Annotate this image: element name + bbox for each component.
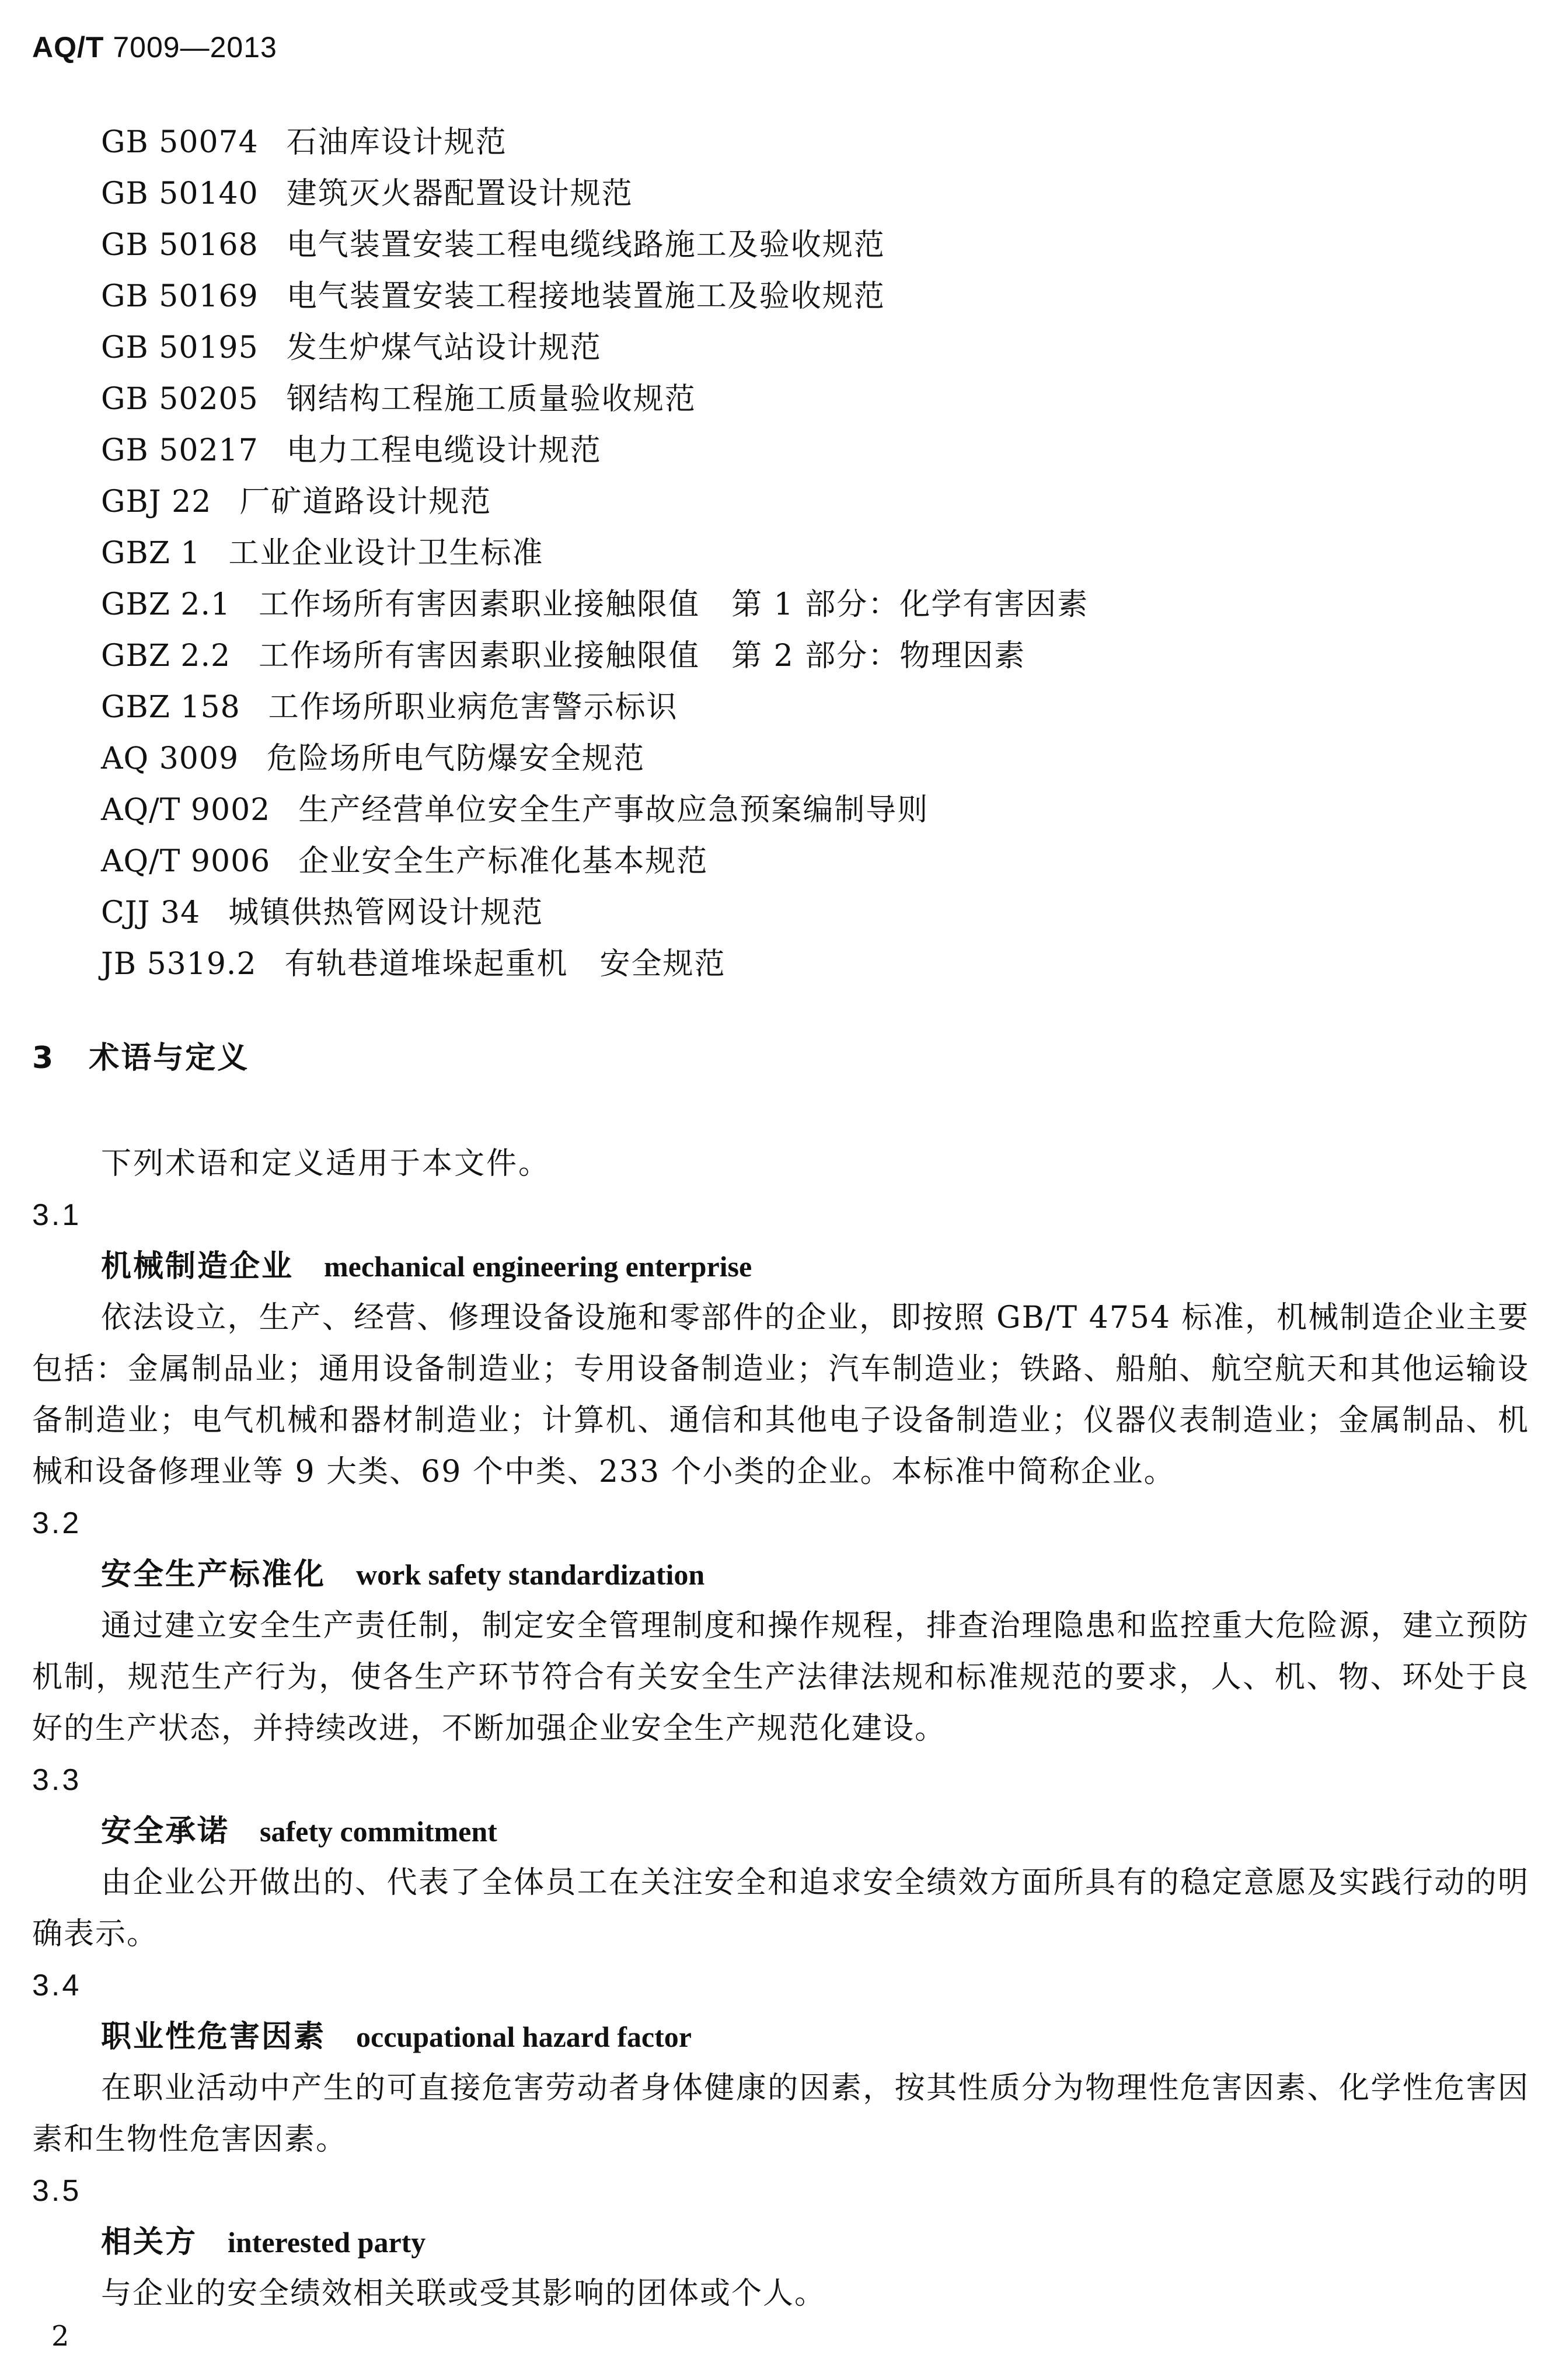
reference-item	[101, 219, 1089, 271]
term-en: occupational hazard factor	[356, 2020, 692, 2053]
reference-code: GB 50140	[101, 176, 259, 211]
reference-item	[101, 117, 1089, 168]
standard-number: 7009—2013	[113, 31, 277, 64]
clause-number: 3.4	[32, 1969, 82, 2002]
reference-item	[101, 682, 1089, 733]
reference-code: GB 50168	[101, 228, 259, 263]
reference-title: 发生炉煤气站设计规范	[286, 330, 602, 365]
reference-title: 工作场所有害因素职业接触限值 第 2 部分：物理因素	[259, 638, 1026, 673]
term-en: interested party	[228, 2226, 426, 2259]
reference-title: 建筑灭火器配置设计规范	[286, 176, 633, 211]
reference-title: 有轨巷道堆垛起重机 安全规范	[284, 947, 726, 982]
term-zh: 相关方	[101, 2225, 198, 2260]
reference-item	[101, 579, 1089, 630]
term-heading	[101, 2011, 1529, 2063]
section-number: 3	[32, 1041, 55, 1076]
reference-code: GB 50195	[101, 330, 259, 365]
standard-header	[32, 30, 277, 64]
reference-title: 电力工程电缆设计规范	[286, 433, 602, 468]
normative-references-list	[101, 117, 1089, 990]
page-number: 2	[51, 2320, 69, 2353]
terms-and-definitions	[32, 1138, 1529, 2319]
reference-item	[101, 836, 1089, 887]
reference-code: GBZ 158	[101, 690, 240, 725]
reference-code: AQ 3009	[101, 741, 239, 776]
reference-code: GBZ 2.2	[101, 638, 231, 673]
term-zh: 安全承诺	[101, 1814, 230, 1849]
reference-item	[101, 887, 1089, 938]
term-definition: 依法设立，生产、经营、修理设备设施和零部件的企业，即按照 GB/T 4754 标准，机械制造企业主要包括：金属制品业；通用设备制造业；专用设备制造业；汽车制造业；铁路、船舶、航空航天和其他运输设备制造业；电气机械和器材制造业；计算机、通信和其他电子设备制造业；仪器仪表制造业；金属制品、机械和设备修理业等 9 大类、69 个中类、233 个小类的企业。本标准中简称企业。	[32, 1300, 1529, 1489]
reference-code: GB 50074	[101, 125, 259, 160]
term-heading	[101, 1241, 1529, 1292]
reference-item	[101, 528, 1089, 579]
reference-title: 石油库设计规范	[286, 125, 507, 160]
reference-item	[101, 630, 1089, 682]
reference-code: GB 50205	[101, 382, 259, 417]
term-definition: 由企业公开做出的、代表了全体员工在关注安全和追求安全绩效方面所具有的稳定意愿及实践行动的明确表示。	[32, 1865, 1529, 1952]
term-zh: 机械制造企业	[101, 1249, 294, 1284]
reference-title: 城镇供热管网设计规范	[228, 895, 544, 930]
reference-title: 工业企业设计卫生标准	[228, 536, 544, 571]
term-heading	[101, 1806, 1529, 1857]
clause-number: 3.1	[32, 1198, 82, 1232]
term-en: safety commitment	[260, 1815, 497, 1848]
reference-item	[101, 938, 1089, 990]
section-intro: 下列术语和定义适用于本文件。	[101, 1146, 551, 1181]
reference-code: CJJ 34	[101, 895, 201, 930]
reference-title: 工作场所职业病危害警示标识	[268, 690, 678, 725]
reference-title: 危险场所电气防爆安全规范	[267, 741, 646, 776]
reference-item	[101, 374, 1089, 425]
term-en: mechanical engineering enterprise	[324, 1250, 752, 1283]
reference-item	[101, 476, 1089, 528]
reference-code: GB 50217	[101, 433, 259, 468]
reference-item	[101, 168, 1089, 219]
term-en: work safety standardization	[356, 1558, 705, 1591]
clause-number: 3.2	[32, 1506, 82, 1540]
standard-code: AQ/T	[32, 31, 104, 64]
section-heading	[32, 1033, 249, 1077]
clause-number: 3.5	[32, 2174, 82, 2208]
reference-item	[101, 322, 1089, 374]
reference-title: 钢结构工程施工质量验收规范	[286, 382, 696, 417]
reference-code: AQ/T 9006	[101, 844, 271, 879]
reference-item	[101, 271, 1089, 322]
reference-title: 电气装置安装工程接地装置施工及验收规范	[286, 279, 885, 314]
reference-item	[101, 425, 1089, 476]
reference-code: JB 5319.2	[101, 947, 257, 982]
reference-code: GBJ 22	[101, 484, 212, 519]
reference-code: GBZ 2.1	[101, 587, 231, 622]
reference-code: GBZ 1	[101, 536, 201, 571]
reference-code: GB 50169	[101, 279, 259, 314]
term-zh: 安全生产标准化	[101, 1557, 326, 1592]
reference-item	[101, 733, 1089, 784]
term-definition: 通过建立安全生产责任制，制定安全管理制度和操作规程，排查治理隐患和监控重大危险源，建立预防机制，规范生产行为，使各生产环节符合有关安全生产法律法规和标准规范的要求，人、机、物、环处于良好的生产状态，并持续改进，不断加强企业安全生产规范化建设。	[32, 1608, 1529, 1746]
reference-title: 生产经营单位安全生产事故应急预案编制导则	[298, 793, 929, 828]
clause-number: 3.3	[32, 1763, 82, 1797]
section-title: 术语与定义	[89, 1041, 250, 1076]
term-zh: 职业性危害因素	[101, 2019, 326, 2054]
term-heading	[101, 2217, 1529, 2268]
reference-title: 厂矿道路设计规范	[239, 484, 492, 519]
reference-title: 电气装置安装工程电缆线路施工及验收规范	[286, 228, 885, 263]
reference-title: 企业安全生产标准化基本规范	[298, 844, 709, 879]
term-heading	[101, 1549, 1529, 1600]
term-definition: 与企业的安全绩效相关联或受其影响的团体或个人。	[101, 2276, 826, 2311]
reference-code: AQ/T 9002	[101, 793, 271, 828]
term-definition: 在职业活动中产生的可直接危害劳动者身体健康的因素，按其性质分为物理性危害因素、化学性危害因素和生物性危害因素。	[32, 2071, 1529, 2157]
reference-title: 工作场所有害因素职业接触限值 第 1 部分：化学有害因素	[259, 587, 1089, 622]
reference-item	[101, 784, 1089, 836]
